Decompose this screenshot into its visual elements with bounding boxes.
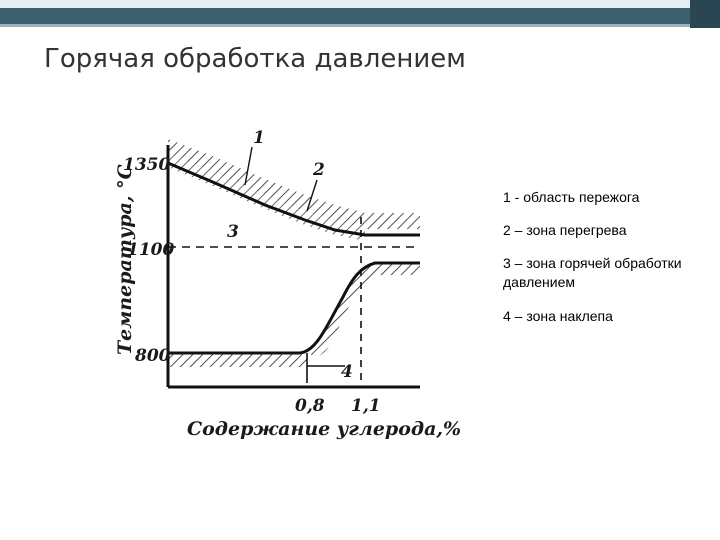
legend-item: 4 – зона наклепа [503, 308, 613, 324]
legend-item: 2 – зона перегрева [503, 222, 627, 238]
y-tick-1100: 1100 [127, 240, 175, 260]
region-label-1: 1 [253, 128, 265, 148]
iron-carbon-diagram [95, 125, 480, 470]
x-tick-1-1: 1,1 [351, 396, 381, 416]
hardening-hatch [307, 263, 420, 357]
x-axis-label: Содержание углерода,% [187, 418, 462, 440]
region-label-3: 3 [227, 222, 239, 242]
region-label-4: 4 [341, 362, 353, 382]
legend-item: 3 – зона горячей обработки давлением [503, 255, 682, 290]
y-tick-1350: 1350 [123, 155, 171, 175]
legend [503, 188, 708, 340]
y-axis-label: Температура, °С [114, 164, 136, 355]
title-accent-bar [0, 0, 720, 28]
lower-hatch [168, 353, 307, 367]
y-tick-800: 800 [135, 346, 171, 366]
slide-title: Горячая обработка давлением [44, 44, 466, 74]
legend-item: 1 - область пережога [503, 189, 640, 205]
region-label-2: 2 [313, 160, 325, 180]
lower-boundary-curve [168, 263, 420, 353]
overheat-hatch [168, 153, 365, 241]
x-tick-0-8: 0,8 [295, 396, 325, 416]
